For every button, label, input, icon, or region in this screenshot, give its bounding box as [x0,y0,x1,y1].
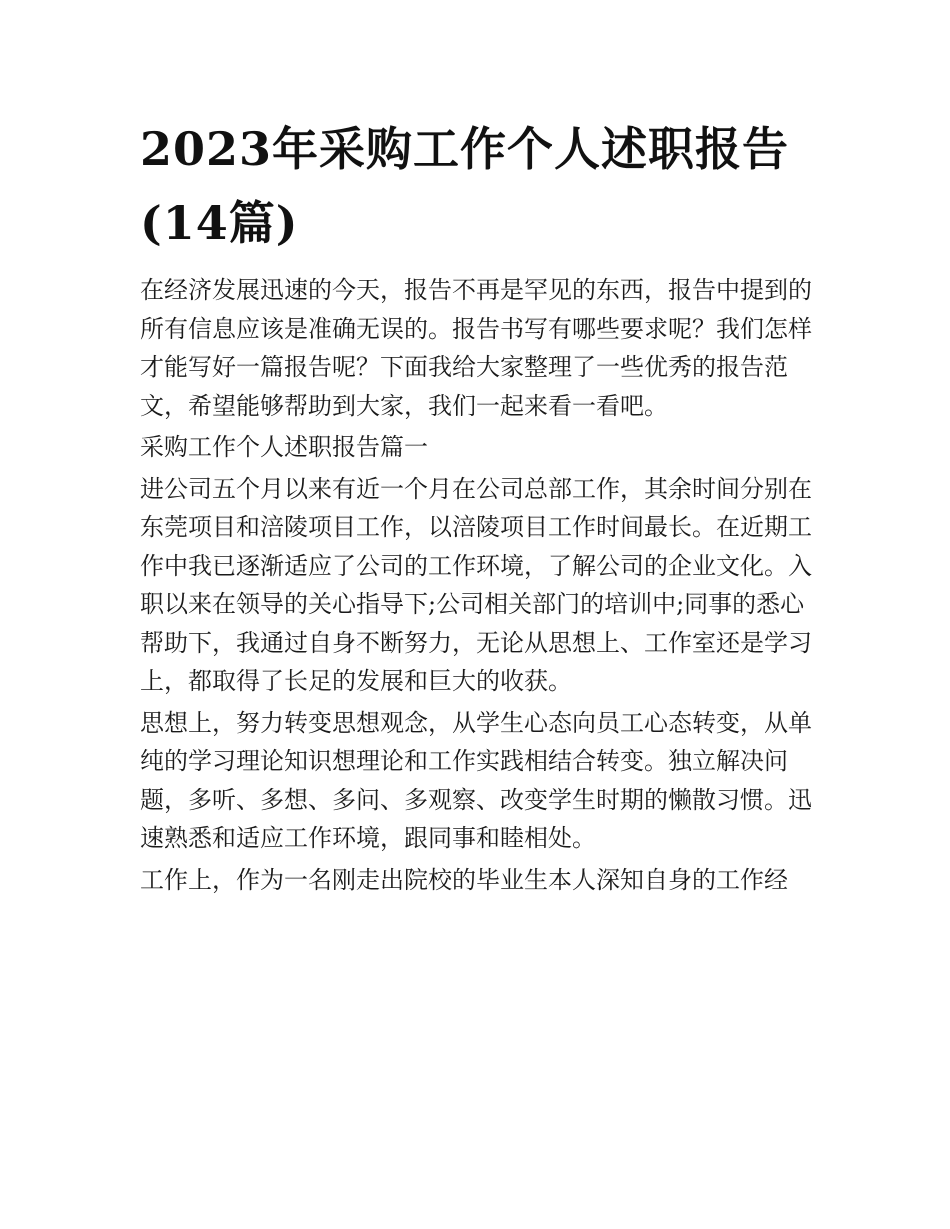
body-block-1 [140,467,820,701]
intro-block [140,268,820,425]
section-heading: 采购工作个人述职报告篇一 [140,433,428,461]
intro-paragraph: 在经济发展迅速的今天，报告不再是罕见的东西，报告中提到的所有信息应该是准确无误的。报告书写有哪些要求呢？我们怎样才能写好一篇报告呢？下面我给大家整理了一些优秀的报告范文，希望能够帮助到大家，我们一起来看一看吧。 [140,276,812,420]
document-title: 2023年采购工作个人述职报告(14篇) [140,122,790,250]
body-paragraph: 工作上，作为一名刚走出院校的毕业生本人深知自身的工作经 [140,865,788,894]
body-block-3 [140,858,820,900]
body-paragraph: 进公司五个月以来有近一个月在公司总部工作，其余时间分别在东莞项目和涪陵项目工作，以涪陵项目工作时间最长。在近期工作中我已逐渐适应了公司的工作环境，了解公司的企业文化。入职以来在领导的关心指导下;公司相关部门的培训中;同事的悉心帮助下，我通过自身不断努力，无论从思想上、工作室还是学习上，都取得了长足的发展和巨大的收获。 [140,474,812,695]
document-body [140,112,820,899]
body-block-2 [140,701,820,858]
body-paragraph: 思想上，努力转变思想观念，从学生心态向员工心态转变，从单纯的学习理论知识想理论和工作实践相结合转变。独立解决问题，多听、多想、多问、多观察、改变学生时期的懒散习惯。迅速熟悉和适应工作环境，跟同事和睦相处。 [140,708,812,852]
section-heading-block [140,425,820,467]
